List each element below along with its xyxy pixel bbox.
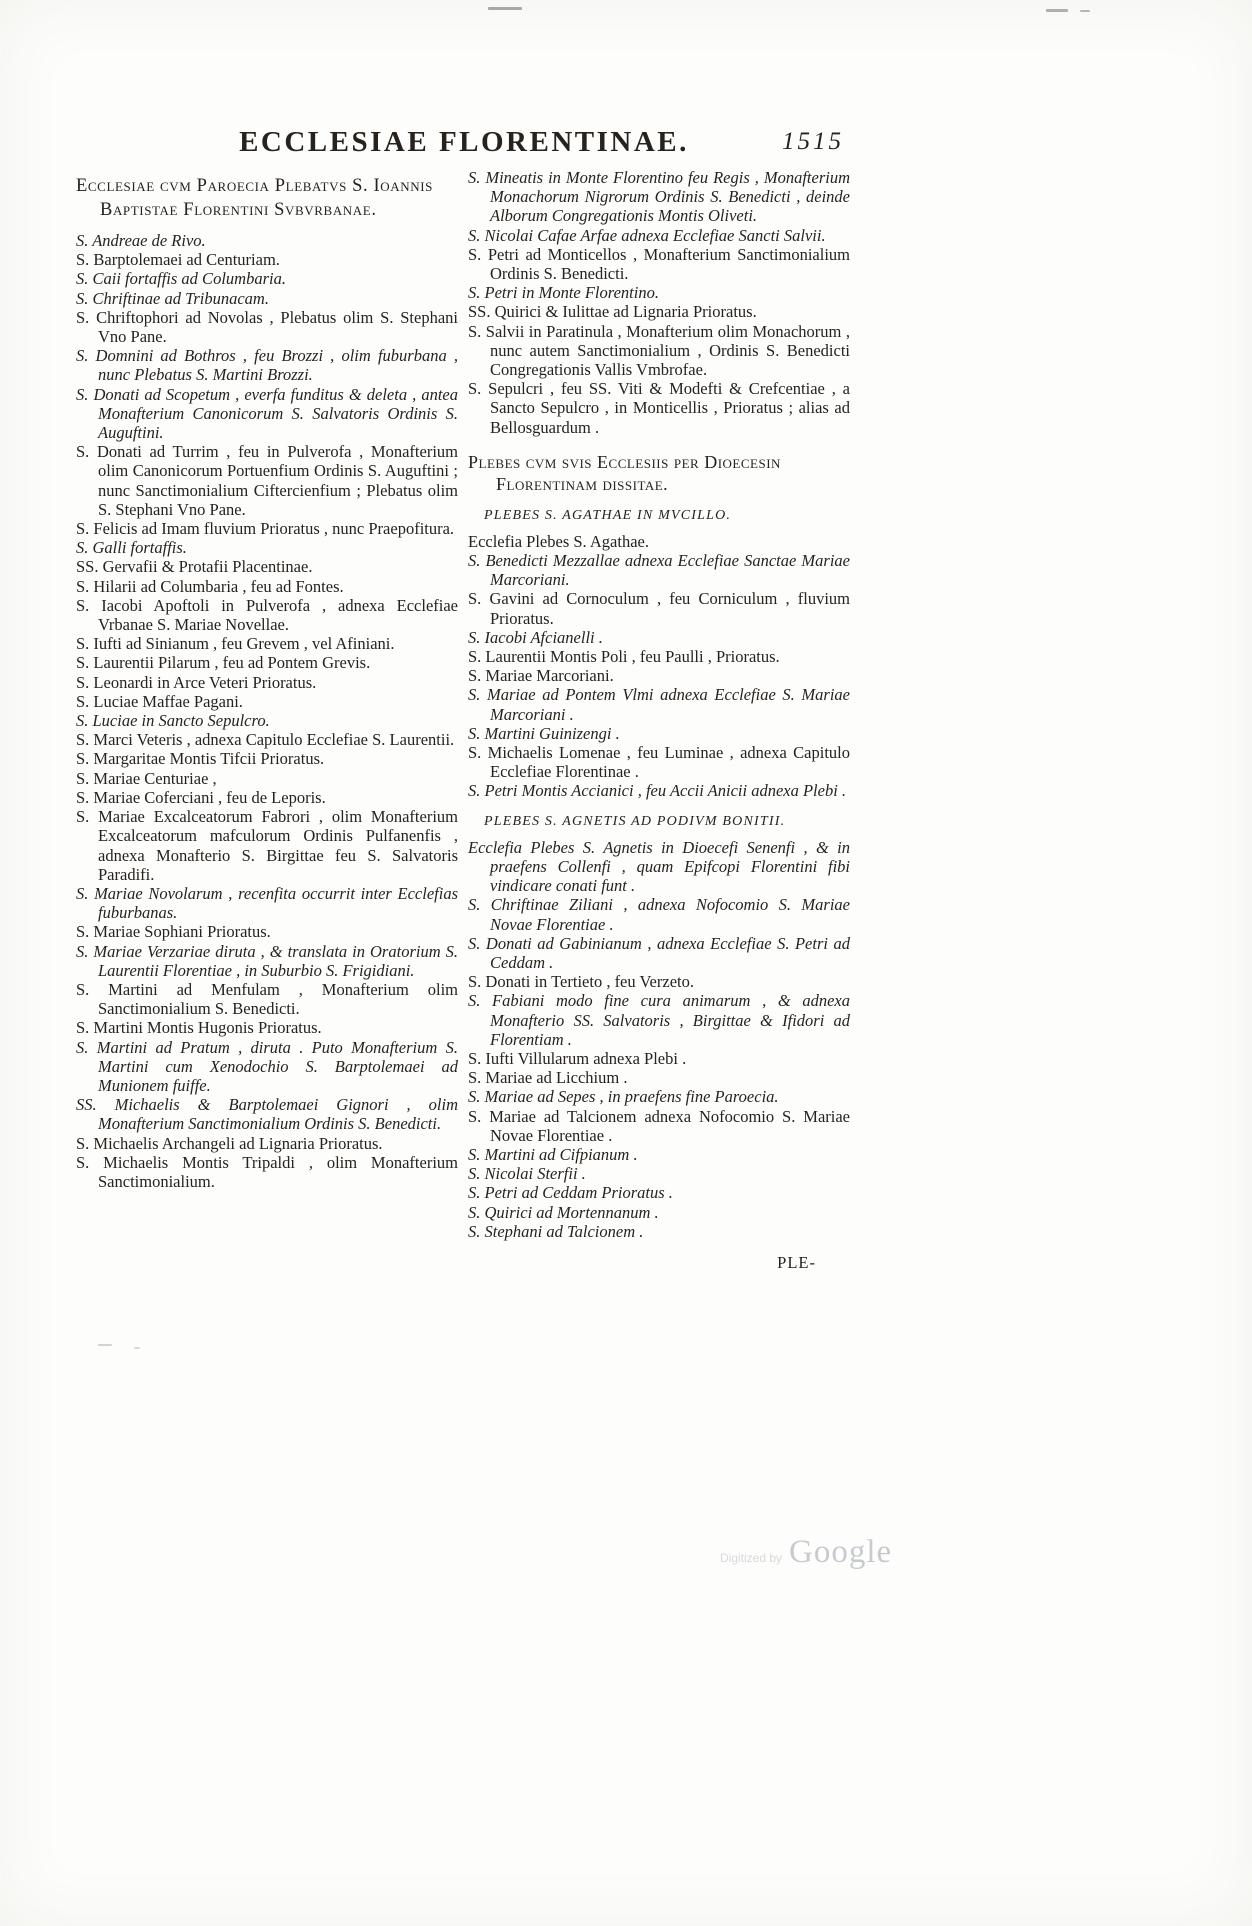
church-entry: S. Chriftophori ad Novolas , Plebatus olim S. Stephani Vno Pane. <box>76 307 458 347</box>
right-entry-list <box>468 168 850 1273</box>
subheading-plebes-agnetis: PLEBES S. AGNETIS AD PODIVM BONITII. <box>484 813 786 829</box>
church-entry: SS. Gervafii & Protafii Placentinae. <box>76 557 313 577</box>
church-entry: S. Laurentii Pilarum , feu ad Pontem Grevis. <box>76 653 371 673</box>
church-entry: S. Mariae ad Licchium . <box>468 1068 628 1088</box>
church-entry: SS. Michaelis & Barptolemaei Gignori , olim Monafterium Sanctimonialium Ordinis S. Benedicti. <box>76 1095 458 1134</box>
church-entry: S. Petri ad Ceddam Prioratus . <box>468 1183 673 1203</box>
church-entry: S. Michaelis Archangeli ad Lignaria Prioratus. <box>76 1133 383 1153</box>
church-entry: S. Luciae in Sancto Sepulcro. <box>76 711 270 731</box>
church-entry: S. Donati ad Scopetum , everfa funditus & deleta , antea Monafterium Canonicorum S. Salvatoris Ordinis S. Auguftini. <box>76 384 458 443</box>
church-entry: S. Iufti Villularum adnexa Plebi . <box>468 1048 687 1068</box>
church-entry: S. Luciae Maffae Pagani. <box>76 691 243 711</box>
catchword: PLE- <box>777 1252 816 1272</box>
church-entry: S. Martini ad Menfulam , Monafterium olim Sanctimonialium S. Benedicti. <box>76 979 458 1019</box>
church-entry: S. Fabiani modo fine cura animarum , & adnexa Monafterio SS. Salvatoris , Birgittae & Ifidori ad Florentiam . <box>468 991 850 1049</box>
church-entry: S. Nicolai Sterfii . <box>468 1164 586 1184</box>
church-entry: S. Petri ad Monticellos , Monafterium Sanctimonialium Ordinis S. Benedicti. <box>468 244 850 284</box>
left-entry-list <box>76 231 458 1191</box>
church-entry: S. Barptolemaei ad Centuriam. <box>76 250 280 270</box>
church-entry: S. Donati ad Gabinianum , adnexa Ecclefiae S. Petri ad Ceddam . <box>468 933 850 972</box>
church-entry: S. Sepulcri , feu SS. Viti & Modefti & Crefcentiae , a Sancto Sepulcro , in Monticellis , Prioratus ; alias ad Bellosguardum . <box>468 379 850 437</box>
scan-artifact-mark <box>98 1344 112 1346</box>
left-column-heading: Ecclesiae cvm Paroecia Plebatvs S. Ioannis Baptistae Florentini Svbvrbanae. <box>76 176 433 220</box>
church-entry: Ecclefia Plebes S. Agnetis in Dioecefi Senenfi , & in praefens Collenfi , quam Epifcopi Florentini fibi vindicare conati funt . <box>468 837 850 896</box>
church-entry: Ecclefia Plebes S. Agathae. <box>468 531 649 551</box>
church-entry: S. Michaelis Montis Tripaldi , olim Monafterium Sanctimonialium. <box>76 1152 458 1191</box>
google-watermark <box>720 1534 892 1571</box>
church-entry: S. Chriftinae Ziliani , adnexa Nofocomio S. Mariae Novae Florentiae . <box>468 895 850 934</box>
church-entry: S. Mariae Marcoriani. <box>468 666 614 686</box>
church-entry: S. Mariae ad Talcionem adnexa Nofocomio S. Mariae Novae Florentiae . <box>468 1106 850 1145</box>
church-entry: S. Salvii in Paratinula , Monafterium olim Monachorum , nunc autem Sanctimonialium , Ordinis S. Benedicti Congregationis Vallis Vmbrofae. <box>468 321 850 380</box>
watermark-prefix-text: Digitized by <box>720 1551 783 1565</box>
church-entry: S. Stephani ad Talcionem . <box>468 1221 644 1241</box>
left-column <box>76 174 458 1191</box>
section-heading-plebes: Plebes cvm svis Ecclesiis per Dioecesin Florentinam dissitae. <box>468 451 781 494</box>
church-entry: S. Mariae Verzariae diruta , & translata in Oratorium S. Laurentii Florentiae , in Suburbio S. Frigidiani. <box>76 941 458 980</box>
church-entry: SS. Quirici & Iulittae ad Lignaria Prioratus. <box>468 302 757 322</box>
church-entry: S. Gavini ad Cornoculum , feu Corniculum , fluvium Prioratus. <box>468 589 850 628</box>
scan-artifact-dash <box>1080 10 1090 12</box>
church-entry: S. Iacobi Apoftoli in Pulverofa , adnexa Ecclefiae Vrbanae S. Mariae Novellae. <box>76 595 458 635</box>
church-entry: S. Martini ad Pratum , diruta . Puto Monafterium S. Martini cum Xenodochio S. Barptolemaei ad Munionem fuiffe. <box>76 1037 458 1095</box>
church-entry: S. Michaelis Lomenae , feu Luminae , adnexa Capitulo Ecclefiae Florentinae . <box>468 743 850 782</box>
church-entry: S. Mariae Centuriae , <box>76 768 217 788</box>
church-entry: S. Nicolai Cafae Arfae adnexa Ecclefiae Sancti Salvii. <box>468 225 826 245</box>
church-entry: S. Mariae Excalceatorum Fabrori , olim Monafterium Excalceatorum mafculorum Ordinis Pulfanenfis , adnexa Monafterio S. Birgittae feu S. Salvatoris Paradifi. <box>76 807 458 884</box>
right-column <box>468 168 850 1273</box>
church-entry: S. Martini ad Cifpianum . <box>468 1144 638 1164</box>
church-entry: S. Donati ad Turrim , feu in Pulverofa , Monafterium olim Canonicorum Portuenfium Ordinis S. Auguftini ; nunc Sanctimonialium Ciftercienfium ; Plebatus olim S. Stephani Vno Pane. <box>76 442 458 519</box>
church-entry: S. Mineatis in Monte Florentino feu Regis , Monafterium Monachorum Nigrorum Ordinis S. Benedicti , deinde Alborum Congregationis Montis Oliveti. <box>468 168 850 226</box>
church-entry: S. Mariae Novolarum , recenfita occurrit inter Ecclefias fuburbanas. <box>76 883 458 923</box>
google-logo-text: Google <box>789 1534 893 1570</box>
scan-artifact-dash <box>1046 9 1068 12</box>
church-entry: S. Mariae Sophiani Prioratus. <box>76 922 271 942</box>
church-entry: S. Galli fortaffis. <box>76 538 187 558</box>
scan-artifact-dash <box>488 7 522 10</box>
church-entry: S. Felicis ad Imam fluvium Prioratus , nunc Praepofitura. <box>76 519 455 539</box>
page-title: ECCLESIAE FLORENTINAE. <box>239 126 689 158</box>
church-entry: S. Domnini ad Bothros , feu Brozzi , olim fuburbana , nunc Plebatus S. Martini Brozzi. <box>76 346 458 385</box>
church-entry: S. Andreae de Rivo. <box>76 231 206 250</box>
church-entry: S. Martini Montis Hugonis Prioratus. <box>76 1018 322 1038</box>
church-entry: S. Caii fortaffis ad Columbaria. <box>76 269 286 289</box>
church-entry: S. Mariae ad Sepes , in praefens fine Paroecia. <box>468 1087 779 1107</box>
church-entry: S. Laurentii Montis Poli , feu Paulli , Prioratus. <box>468 647 780 667</box>
church-entry: S. Martini Guinizengi . <box>468 723 620 743</box>
church-entry: S. Mariae Coferciani , feu de Leporis. <box>76 787 326 807</box>
church-entry: S. Quirici ad Mortennanum . <box>468 1202 659 1222</box>
church-entry: S. Petri Montis Accianici , feu Accii Anicii adnexa Plebi . <box>468 781 847 801</box>
church-entry: S. Hilarii ad Columbaria , feu ad Fontes. <box>76 576 344 596</box>
church-entry: S. Mariae ad Pontem Vlmi adnexa Ecclefiae S. Mariae Marcoriani . <box>468 685 850 724</box>
church-entry: S. Petri in Monte Florentino. <box>468 283 659 303</box>
page-number: 1515 <box>782 128 844 155</box>
church-entry: S. Chriftinae ad Tribunacam. <box>76 288 269 308</box>
church-entry: S. Benedicti Mezzallae adnexa Ecclefiae Sanctae Mariae Marcoriani. <box>468 551 850 590</box>
scan-artifact-mark <box>134 1347 140 1349</box>
church-entry: S. Margaritae Montis Tifcii Prioratus. <box>76 749 325 769</box>
church-entry: S. Iufti ad Sinianum , feu Grevem , vel Afiniani. <box>76 634 395 654</box>
church-entry: S. Donati in Tertieto , feu Verzeto. <box>468 972 694 992</box>
subheading-plebes-agathae: PLEBES S. AGATHAE IN MVCILLO. <box>484 507 732 523</box>
church-entry: S. Iacobi Afcianelli . <box>468 627 603 647</box>
church-entry: S. Leonardi in Arce Veteri Prioratus. <box>76 672 317 692</box>
running-header <box>78 126 850 159</box>
church-entry: S. Marci Veteris , adnexa Capitulo Ecclefiae S. Laurentii. <box>76 730 455 750</box>
